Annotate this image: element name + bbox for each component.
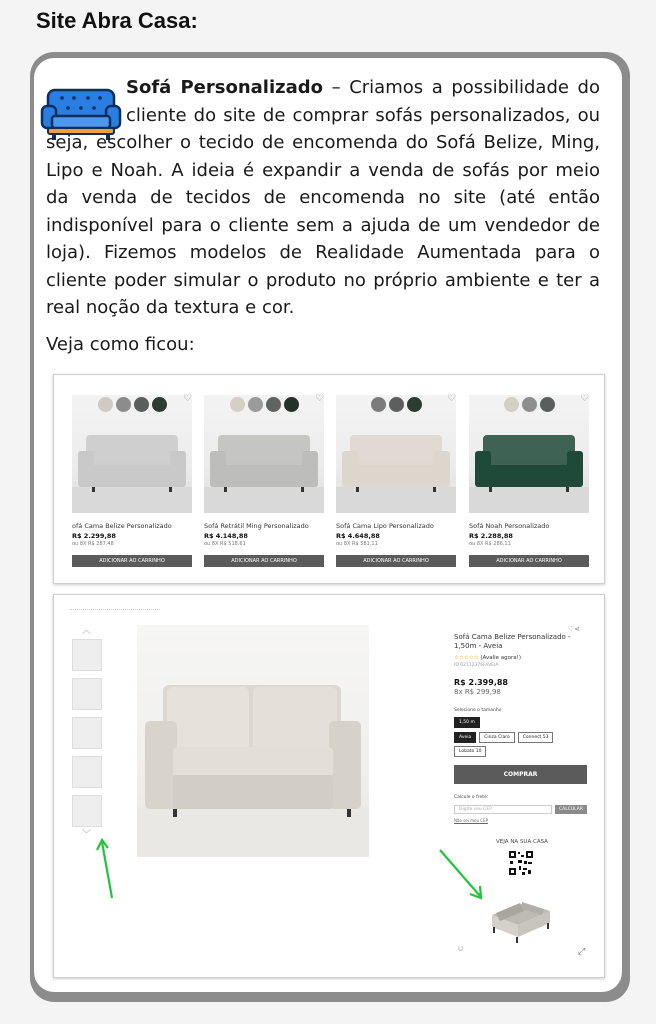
swatch-row bbox=[72, 397, 192, 412]
cep-link[interactable]: Não sei meu CEP bbox=[454, 818, 488, 823]
swatch-row bbox=[204, 397, 324, 412]
rating-stars[interactable]: ☆☆☆☆☆ (Avalie agora!) bbox=[454, 655, 522, 661]
product-name[interactable]: Sofá Noah Personalizado bbox=[469, 522, 550, 530]
product-installments: ou 8X R$ 581,11 bbox=[336, 541, 378, 547]
color-swatch[interactable] bbox=[540, 397, 555, 412]
product-name[interactable]: Sofá Cama Lipo Personalizado bbox=[336, 522, 434, 530]
fabric-option[interactable]: Connect 53 bbox=[518, 732, 554, 743]
page-title: Site Abra Casa: bbox=[36, 8, 198, 33]
product-installments: ou 8X R$ 518,61 bbox=[204, 541, 246, 547]
sofa-photo bbox=[469, 395, 589, 513]
color-swatch[interactable] bbox=[407, 397, 422, 412]
product-code: ID 02112376FAVEIA bbox=[454, 663, 499, 668]
intro-paragraph bbox=[46, 74, 600, 322]
color-swatch[interactable] bbox=[389, 397, 404, 412]
product-installments: ou 8X R$ 287,48 bbox=[72, 541, 114, 547]
product-photo[interactable] bbox=[204, 395, 324, 513]
intro-body: – Criamos a possibilidade do cliente do site de comprar sofás personalizados, ou seja, escolher o tecido de encomenda do Sofá Belize, Ming, Lipo e Noah. A ideia é expandir a venda de sofás por meio da venda de tecidos de encomenda no site (até então indisponível para o cliente sem a ajuda de um vendedor de loja). Fizemos modelos de Realidade Aumentada para o cliente poder simular o produto no próprio ambiente e ter a real noção da textura e cor. bbox=[46, 77, 600, 318]
product-price: R$ 2.288,88 bbox=[469, 532, 513, 540]
add-to-cart-button[interactable]: ADICIONAR AO CARRINHO bbox=[336, 555, 456, 567]
add-to-cart-button[interactable]: ADICIONAR AO CARRINHO bbox=[72, 555, 192, 567]
listing-screenshot bbox=[53, 374, 605, 584]
color-swatch[interactable] bbox=[152, 397, 167, 412]
thumbnail[interactable] bbox=[72, 717, 102, 749]
product-photo[interactable] bbox=[336, 395, 456, 513]
thumbnail[interactable] bbox=[72, 678, 102, 710]
product-info bbox=[454, 633, 588, 757]
product-name[interactable]: ofá Cama Belize Personalizado bbox=[72, 522, 172, 530]
fabric-options bbox=[454, 732, 588, 757]
qr-code-icon[interactable] bbox=[508, 850, 534, 876]
product-price: R$ 4.148,88 bbox=[204, 532, 248, 540]
heart-icon[interactable]: ♡ bbox=[447, 393, 456, 404]
swatch-row bbox=[469, 397, 589, 412]
swatch-row bbox=[336, 397, 456, 412]
color-swatch[interactable] bbox=[248, 397, 263, 412]
product-price: R$ 2.299,88 bbox=[72, 532, 116, 540]
heart-share-icon[interactable]: ♡⋖ bbox=[568, 625, 581, 633]
color-swatch[interactable] bbox=[522, 397, 537, 412]
product-price: R$ 4.648,88 bbox=[336, 532, 380, 540]
ar-label: VEJA NA SUA CASA bbox=[496, 839, 548, 845]
heart-icon[interactable]: ♡ bbox=[315, 393, 324, 404]
product-card[interactable] bbox=[469, 393, 591, 569]
fabric-option[interactable]: Aveia bbox=[454, 732, 476, 743]
fabric-option[interactable]: Cinza Claro bbox=[479, 732, 514, 743]
color-swatch[interactable] bbox=[504, 397, 519, 412]
main-product-photo[interactable] bbox=[137, 625, 369, 857]
small-mark: U bbox=[458, 945, 464, 953]
thumbnail[interactable] bbox=[72, 795, 102, 827]
size-options bbox=[454, 717, 588, 728]
buy-button[interactable]: COMPRAR bbox=[454, 765, 587, 784]
add-to-cart-button[interactable]: ADICIONAR AO CARRINHO bbox=[204, 555, 324, 567]
sofa-photo bbox=[137, 625, 369, 857]
sofa-photo bbox=[336, 395, 456, 513]
chevron-down-icon[interactable]: ﹀ bbox=[82, 830, 92, 840]
sofa-photo bbox=[204, 395, 324, 513]
product-photo[interactable] bbox=[469, 395, 589, 513]
product-installments: 8x R$ 299,98 bbox=[454, 688, 501, 696]
veja-label: Veja como ficou: bbox=[46, 334, 195, 355]
heart-icon[interactable]: ♡ bbox=[183, 393, 192, 404]
color-swatch[interactable] bbox=[266, 397, 281, 412]
intro-title: Sofá Personalizado bbox=[126, 77, 323, 98]
product-price: R$ 2.399,88 bbox=[454, 678, 508, 687]
color-swatch[interactable] bbox=[284, 397, 299, 412]
product-name[interactable]: Sofá Retrátil Ming Personalizado bbox=[204, 522, 309, 530]
size-option[interactable]: 1,50 m bbox=[454, 717, 480, 728]
frete-label: Calcule o frete: bbox=[454, 795, 489, 800]
product-title: Sofá Cama Belize Personalizado - 1,50m - Aveia bbox=[454, 633, 571, 650]
arrow-icon bbox=[96, 836, 120, 902]
fabric-option[interactable]: Lobato 10 bbox=[454, 746, 486, 757]
ar-sofa-preview[interactable] bbox=[484, 897, 556, 949]
color-swatch[interactable] bbox=[116, 397, 131, 412]
thumbnail[interactable] bbox=[72, 756, 102, 788]
add-to-cart-button[interactable]: ADICIONAR AO CARRINHO bbox=[469, 555, 589, 567]
color-swatch[interactable] bbox=[98, 397, 113, 412]
rating-text[interactable]: (Avalie agora!) bbox=[480, 655, 522, 661]
size-label: Selecione o tamanho bbox=[454, 708, 502, 713]
product-card[interactable] bbox=[72, 393, 194, 569]
expand-icon[interactable]: ⤢ bbox=[578, 947, 586, 957]
product-photo[interactable] bbox=[72, 395, 192, 513]
breadcrumb bbox=[70, 609, 160, 611]
heart-icon[interactable]: ♡ bbox=[580, 393, 589, 404]
calculate-button[interactable]: CALCULAR bbox=[555, 805, 587, 814]
color-swatch[interactable] bbox=[134, 397, 149, 412]
color-swatch[interactable] bbox=[230, 397, 245, 412]
product-card[interactable] bbox=[204, 393, 326, 569]
sofa-photo bbox=[72, 395, 192, 513]
product-installments: ou 8X R$ 286,11 bbox=[469, 541, 511, 547]
detail-screenshot bbox=[53, 594, 605, 978]
color-swatch[interactable] bbox=[371, 397, 386, 412]
product-card[interactable] bbox=[336, 393, 458, 569]
chevron-up-icon[interactable]: ︿ bbox=[82, 626, 92, 636]
thumbnail[interactable] bbox=[72, 639, 102, 671]
arrow-icon bbox=[436, 846, 486, 902]
cep-input[interactable]: Digite seu CEP bbox=[454, 805, 552, 814]
